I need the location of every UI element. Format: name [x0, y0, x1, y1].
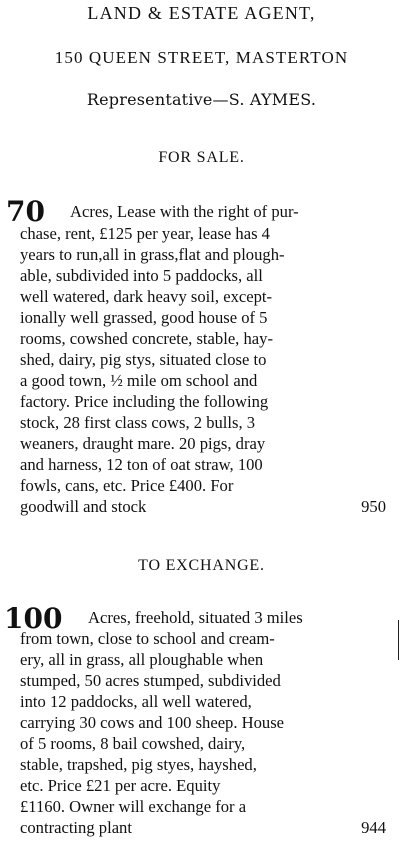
listing-line: stable, trapshed, pig styes, hayshed,: [20, 755, 257, 774]
listing-line: fowls, cans, etc. Price £400. For: [20, 476, 234, 495]
listing-line: shed, dairy, pig stys, situated close to: [20, 350, 267, 369]
listing-last-text: contracting plant: [20, 818, 132, 837]
listing-line: Acres, freehold, situated 3 miles: [88, 608, 303, 627]
listing-price: 950: [361, 497, 386, 516]
listing-line: factory. Price including the following: [20, 392, 269, 411]
listing-last-line: [20, 819, 386, 837]
listing-line: stock, 28 first class cows, 2 bulls, 3: [20, 413, 256, 432]
listing-line: ionally well grassed, good house of 5: [20, 308, 268, 327]
listing-number: 100: [4, 602, 63, 635]
listing-line: years to run,all in grass,flat and plough-: [20, 245, 285, 264]
agent-representative: Representative—S. AYMES.: [86, 90, 317, 109]
listing-last-text: goodwill and stock: [20, 497, 147, 516]
listing-number: 70: [6, 195, 45, 228]
agent-title: LAND & ESTATE AGENT,: [87, 3, 316, 23]
column-rule: [398, 620, 399, 660]
listing-line: rooms, cowshed concrete, stable, hay-: [20, 329, 273, 348]
listing-line: into 12 paddocks, all well watered,: [20, 692, 252, 711]
for-sale-heading: FOR SALE.: [158, 149, 245, 166]
listing-line: able, subdivided into 5 paddocks, all: [20, 266, 263, 285]
agent-address: 150 QUEEN STREET, MASTERTON: [54, 48, 349, 67]
listing-line: weaners, draught mare. 20 pigs, dray: [20, 434, 266, 453]
to-exchange-heading: TO EXCHANGE.: [138, 557, 265, 574]
listing-line: etc. Price £21 per acre. Equity: [20, 776, 221, 795]
listing-line: Acres, Lease with the right of pur-: [70, 202, 299, 221]
listing-line: of 5 rooms, 8 bail cowshed, dairy,: [20, 734, 246, 753]
listing-last-line: [20, 498, 386, 516]
listing-price: 944: [361, 818, 386, 837]
listing-line: and harness, 12 ton of oat straw, 100: [20, 455, 263, 474]
listing-line: from town, close to school and cream-: [20, 629, 275, 648]
listing-line: chase, rent, £125 per year, lease has 4: [20, 224, 270, 243]
listing-line: £1160. Owner will exchange for a: [20, 797, 247, 816]
listing-line: carrying 30 cows and 100 sheep. House: [20, 713, 285, 732]
listing-line: a good town, ½ mile om school and: [20, 371, 258, 390]
listing-line: stumped, 50 acres stumped, subdivided: [20, 671, 281, 690]
listing-line: ery, all in grass, all ploughable when: [20, 650, 264, 669]
listing-line: well watered, dark heavy soil, except-: [20, 287, 273, 306]
